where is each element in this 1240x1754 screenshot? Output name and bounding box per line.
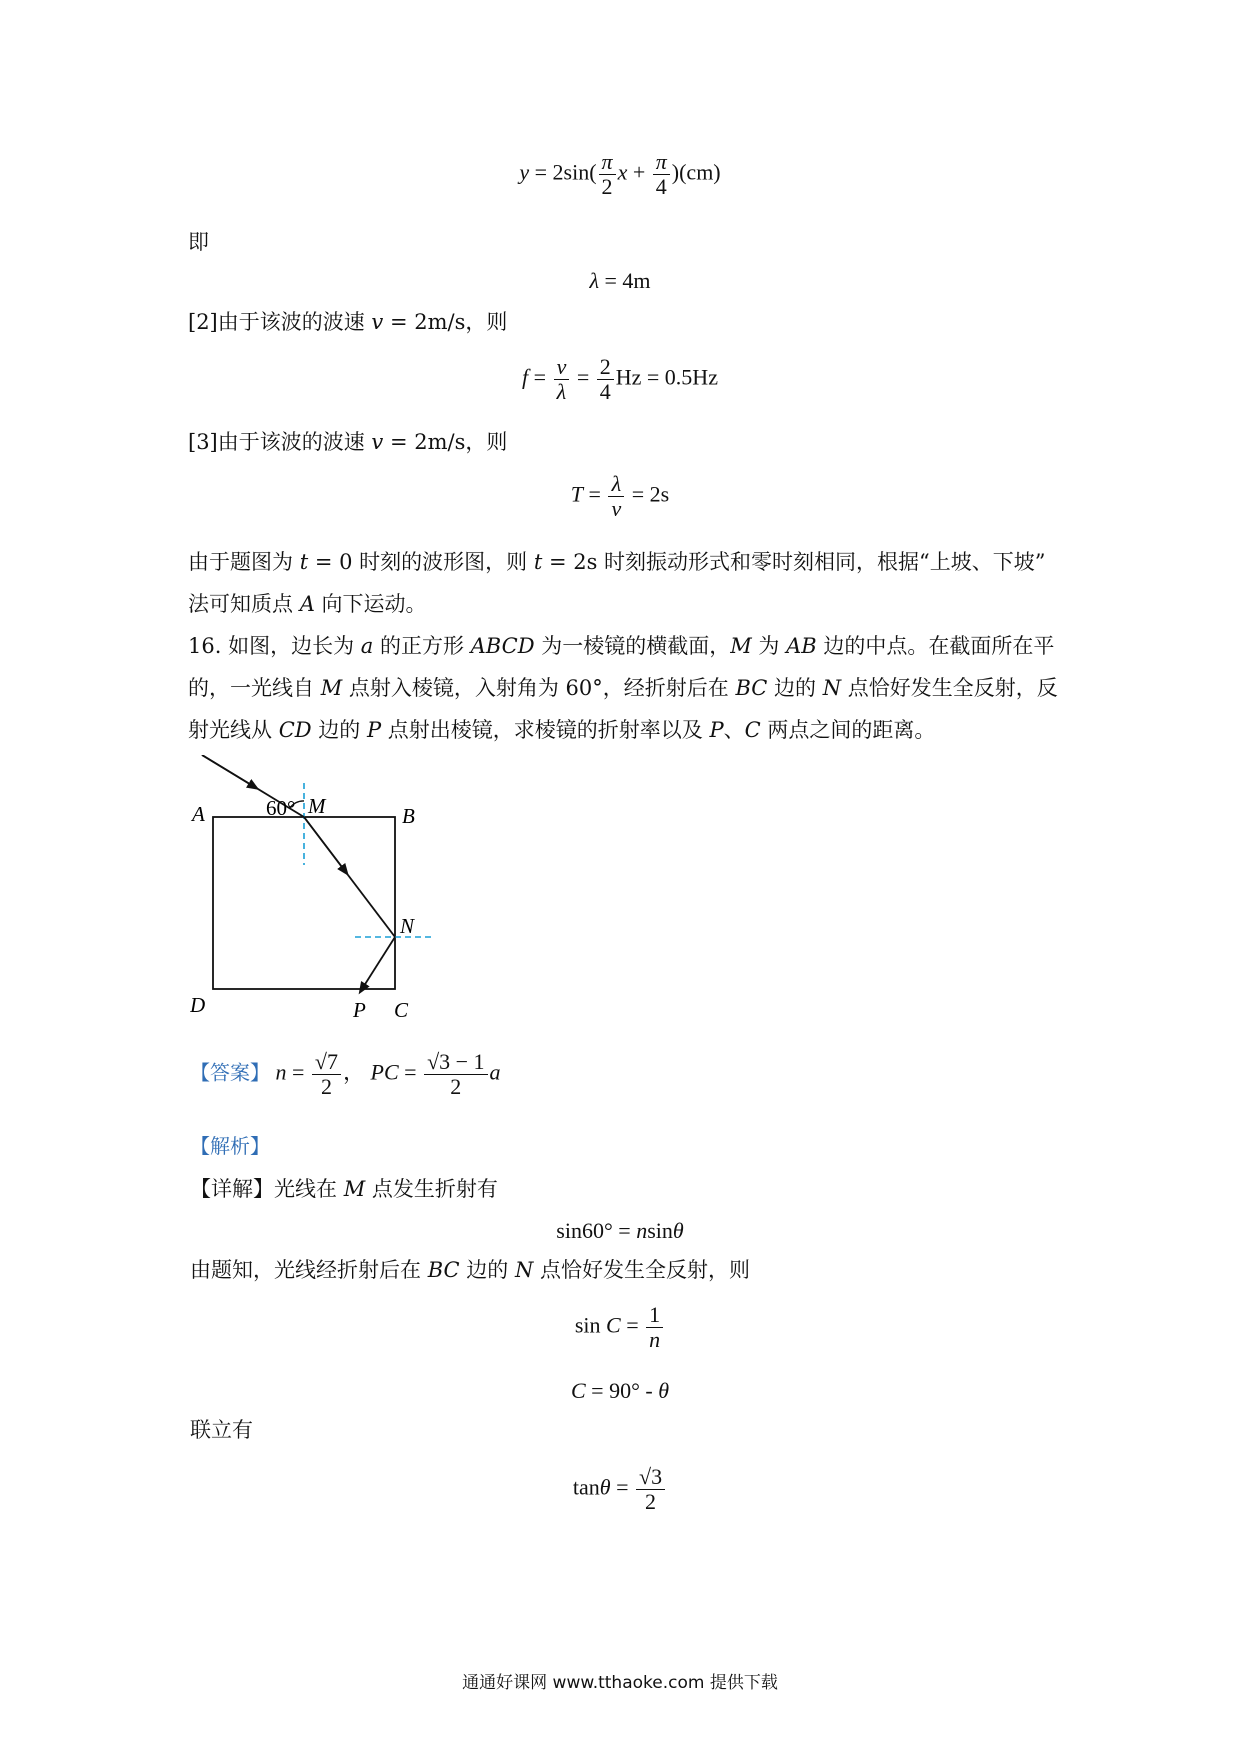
equation-period: T = $\frac{\lambda}{v}$ = 2s (570, 471, 670, 521)
angle-label: 60° (266, 796, 296, 820)
equation-c: C = 90° - θ (570, 1378, 670, 1403)
equation-sinc: sin C = $\frac{1}{n}$ (0, 1303, 1240, 1352)
label-a: A (192, 802, 205, 826)
detail-line-1: 【详解】光线在 M 点发生折射有 (190, 1177, 498, 1201)
label-b: B (402, 804, 415, 828)
detail-line-2: 由题知，光线经折射后在 BC 边的 N 点恰好发生全反射，则 (190, 1258, 750, 1282)
label-d: D (190, 993, 206, 1017)
answer-tag: 【答案】 (190, 1060, 270, 1085)
equation-lambda: λ = 4m (589, 268, 651, 293)
equation-tan: tanθ = $\frac{√3}{2}$ (0, 1465, 1240, 1514)
prism-square (213, 817, 395, 989)
answer-line: 【答案】 n = $\frac{√7}{2}$ ， PC = $\frac{√3 - 1}{2}$ a (190, 1049, 501, 1099)
label-c: C (394, 998, 409, 1022)
refracted-ray-arrow (304, 817, 345, 871)
reflected-ray (362, 937, 395, 989)
text-ji: 即 (188, 230, 209, 254)
incident-ray-arrow (202, 755, 254, 787)
text-line-3: [3]由于该波的波速 v = 2m/s，则 (188, 430, 508, 454)
label-m: M (308, 794, 326, 818)
label-p: P (353, 998, 366, 1022)
equation-wave: y = 2sin( $\frac{\pi}{2}$ x + $\frac{\pi}{4}$ )(cm) (519, 149, 721, 199)
text-para-2: 法可知质点 A 向下运动。 (188, 592, 427, 616)
equation-snell: sin60° = nsinθ (556, 1218, 684, 1243)
question-16-line-2: 的，一光线自 M 点射入棱镜，入射角为 60°，经折射后在 BC 边的 N 点恰好发生全反射，反 (188, 676, 1058, 700)
label-n: N (400, 914, 415, 938)
equation-frequency: f = $\frac{v}{\lambda}$ = $\frac{2}{4}$ Hz = 0.5Hz (522, 354, 718, 404)
detail-tag: 【详解】 (190, 1177, 274, 1201)
text-para-1: 由于题图为 t = 0 时刻的波形图，则 t = 2s 时刻振动形式和零时刻相同，根据“上坡、下坡” (188, 550, 1046, 574)
footer: 通通好课网 www.tthaoke.com 提供下载 (462, 1673, 778, 1693)
prism-figure (190, 755, 450, 1035)
question-16-line-3: 射光线从 CD 边的 P 点射出棱镜，求棱镜的折射率以及 P、C 两点之间的距离。 (188, 718, 936, 742)
question-16-line-1: 16. 如图，边长为 a 的正方形 ABCD 为一棱镜的横截面，M 为 AB 边的中点。在截面所在平 (188, 634, 1055, 658)
text-line-2: [2]由于该波的波速 v = 2m/s，则 (188, 310, 508, 334)
analysis-tag: 【解析】 (190, 1134, 270, 1158)
detail-line-3: 联立有 (190, 1418, 253, 1442)
